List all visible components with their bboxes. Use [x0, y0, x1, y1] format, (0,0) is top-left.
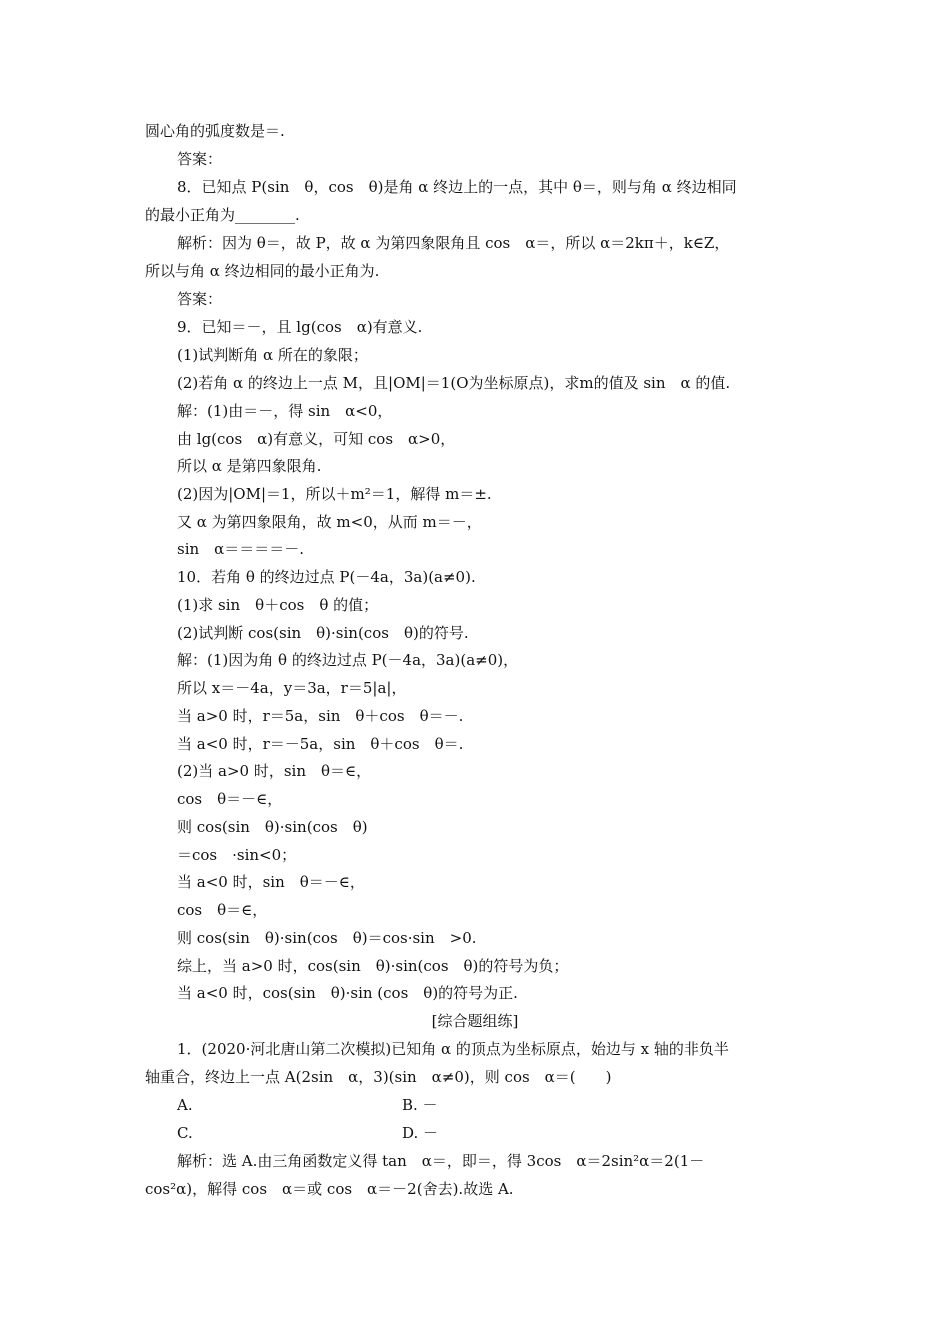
text-line: cos θ＝∈， [177, 901, 268, 919]
text-line: sin α＝＝＝＝－. [177, 540, 305, 558]
option-d: D. － [402, 1124, 439, 1142]
text-line: 圆心角的弧度数是＝. [145, 122, 285, 140]
text-line: 当 a>0 时，r＝5a，sin θ＋cos θ＝－. [177, 707, 464, 725]
text-line: (1)试判断角 α 所在的象限； [177, 346, 368, 364]
section-heading: [综合题组练] [431, 1012, 519, 1030]
solution-10: 解：(1)因为角 θ 的终边过点 P(－4a，3a)(a≠0)， [177, 651, 519, 669]
text-line: (2)试判断 cos(sin θ)·sin(cos θ)的符号. [177, 624, 469, 642]
question-9: 9．已知＝－，且 lg(cos α)有意义. [177, 318, 423, 336]
solution-9: 解：(1)由＝－，得 sin α<0， [177, 402, 393, 420]
question-8: 8．已知点 P(sin θ，cos θ)是角 α 终边上的一点，其中 θ＝，则与角 α 终边相同 [177, 178, 737, 196]
text-line: ＝cos ·sin<0； [177, 846, 297, 864]
analysis-8: 解析：因为 θ＝，故 P，故 α 为第四象限角且 cos α＝，所以 α＝2kπ＋，k∈Z， [177, 234, 730, 252]
answer-label: 答案： [177, 150, 223, 168]
text-line: cos²α)，解得 cos α＝或 cos α＝－2(舍去).故选 A. [145, 1180, 514, 1198]
text-line: (1)求 sin θ＋cos θ 的值； [177, 596, 379, 614]
question-1: 1．(2020·河北唐山第二次模拟)已知角 α 的顶点为坐标原点，始边与 x 轴的非负半 [177, 1040, 729, 1058]
text-line: 综上，当 a>0 时，cos(sin θ)·sin(cos θ)的符号为负； [177, 957, 569, 975]
text-line: 所以 α 是第四象限角. [177, 457, 322, 475]
text-line: 的最小正角为________. [145, 206, 300, 224]
text-line: 轴重合，终边上一点 A(2sin α，3)(sin α≠0)，则 cos α＝( ) [145, 1068, 612, 1086]
text-line: 当 a<0 时，cos(sin θ)·sin (cos θ)的符号为正. [177, 984, 518, 1002]
question-10: 10．若角 θ 的终边过点 P(－4a，3a)(a≠0). [177, 568, 476, 586]
text-line: cos θ＝－∈， [177, 790, 283, 808]
analysis-1: 解析：选 A.由三角函数定义得 tan α＝，即＝，得 3cos α＝2sin²α＝2(1－ [177, 1152, 705, 1170]
text-line: 由 lg(cos α)有意义，可知 cos α>0， [177, 430, 456, 448]
option-a: A. [177, 1096, 193, 1114]
text-line: 又 α 为第四象限角，故 m<0，从而 m＝－， [177, 513, 482, 531]
text-line: 当 a<0 时，r＝－5a，sin θ＋cos θ＝. [177, 735, 464, 753]
text-line: (2)因为|OM|＝1，所以＋m²＝1，解得 m＝±. [177, 485, 492, 503]
option-b: B. － [402, 1096, 438, 1114]
text-line: 所以与角 α 终边相同的最小正角为. [145, 262, 380, 280]
text-line: 则 cos(sin θ)·sin(cos θ) [177, 818, 368, 836]
text-line: 所以 x＝－4a，y＝3a，r＝5|a|， [177, 679, 407, 697]
text-line: (2)若角 α 的终边上一点 M，且|OM|＝1(O为坐标原点)，求m的值及 sin α 的值. [177, 374, 731, 392]
text-line: (2)当 a>0 时，sin θ＝∈， [177, 762, 372, 780]
option-c: C. [177, 1124, 193, 1142]
answer-label: 答案： [177, 290, 223, 308]
text-line: 则 cos(sin θ)·sin(cos θ)＝cos·sin >0. [177, 929, 477, 947]
text-line: 当 a<0 时，sin θ＝－∈， [177, 873, 365, 891]
